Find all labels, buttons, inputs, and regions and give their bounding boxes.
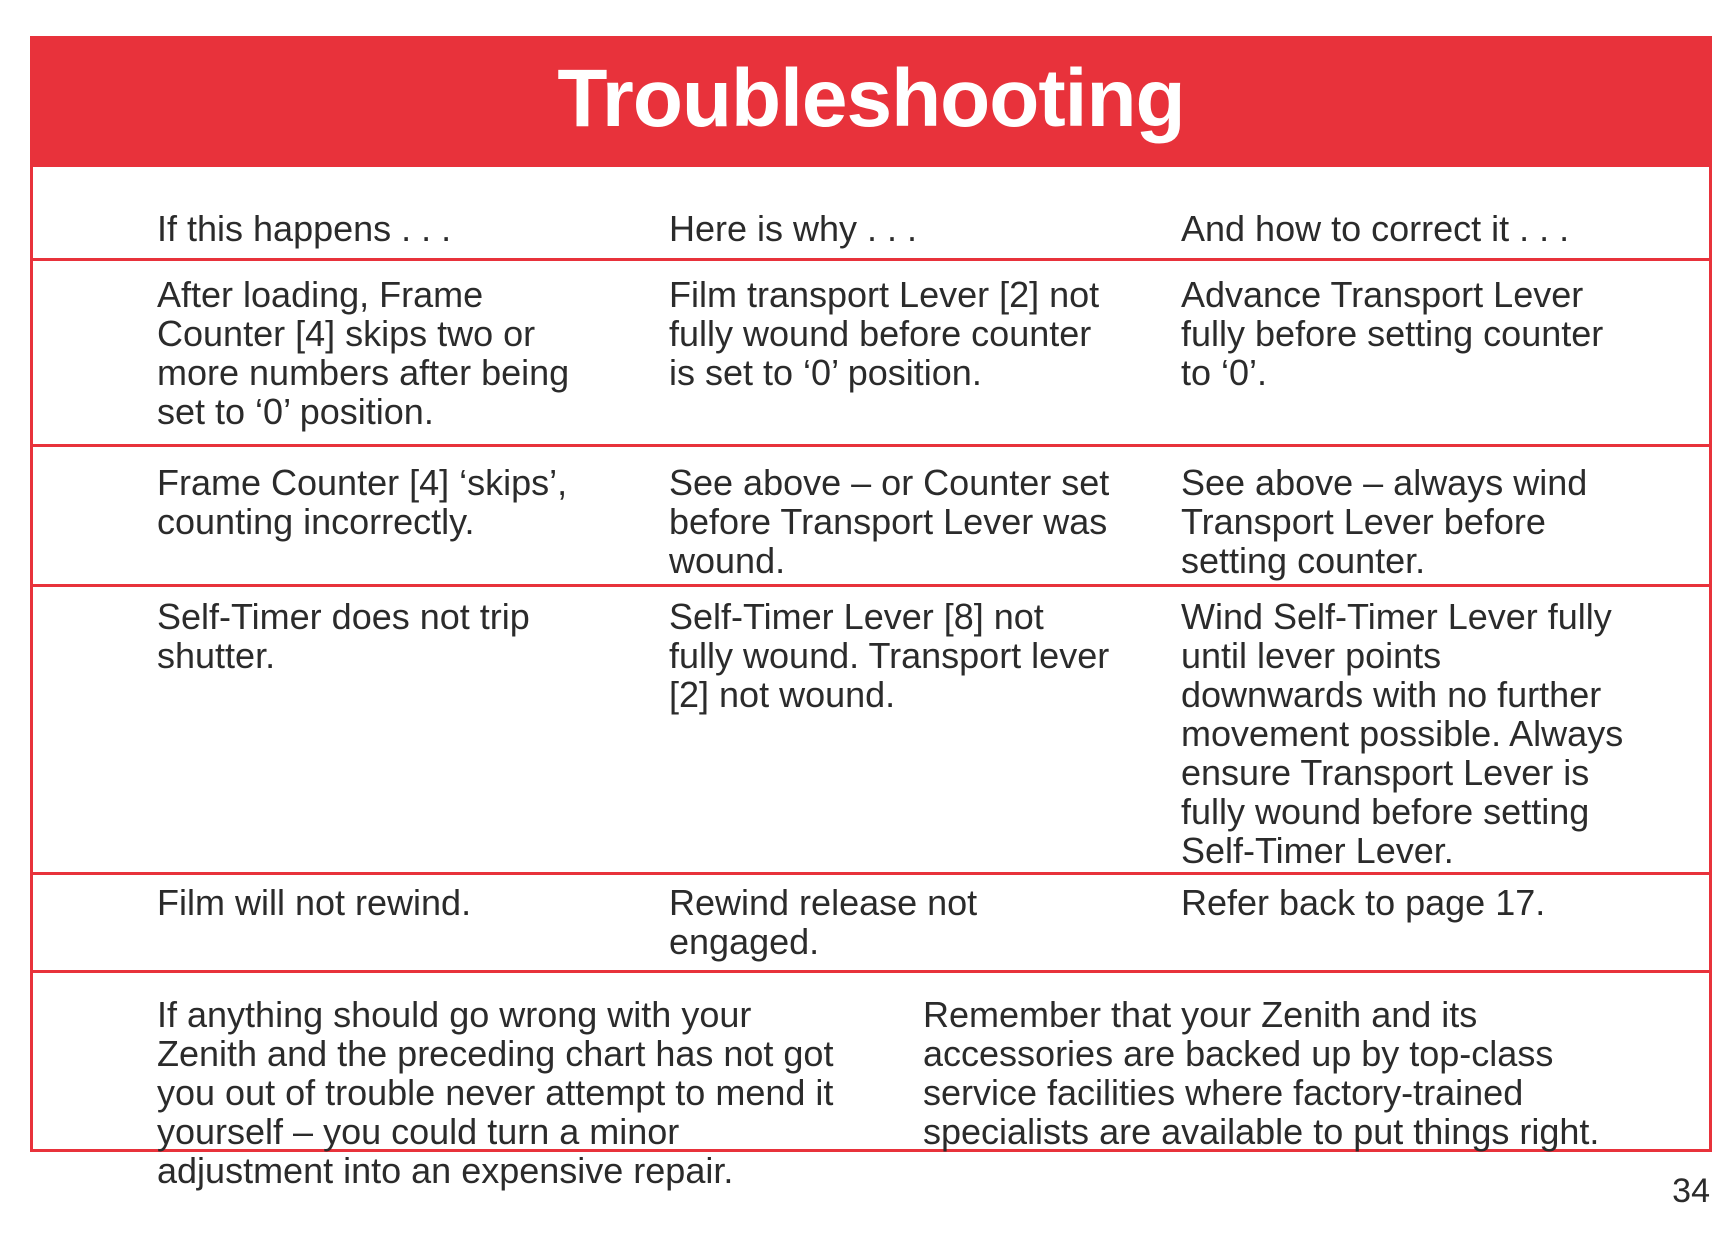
cause-cell: Self-Timer Lever [8] not fully wound. Transport lever [2] not wound. [669,596,1110,715]
fix-cell: Advance Transport Lever fully before setting counter to ‘0’. [1181,274,1604,393]
column-header-problem: If this happens . . . [157,208,452,249]
column-header-fix: And how to correct it . . . [1181,208,1570,249]
title-banner [33,39,1709,167]
table-header-row [33,173,1709,261]
table-row [33,261,1709,447]
cause-cell: See above – or Counter set before Transport Lever was wound. [669,462,1110,581]
table-row [33,587,1709,875]
table-row [33,447,1709,587]
fix-cell: Wind Self-Timer Lever fully until lever points downwards with no further movement possible. Always ensure Transport Lever is fully wound before setting Self-Timer Lever. [1181,596,1624,871]
problem-cell: Film will not rewind. [157,882,472,923]
column-header-cause: Here is why . . . [669,208,918,249]
table-row [33,875,1709,973]
problem-cell: Frame Counter [4] ‘skips’, counting incorrectly. [157,462,568,542]
fix-cell: Refer back to page 17. [1181,882,1546,923]
cause-cell: Rewind release not engaged. [669,882,978,962]
footer-notes [33,973,1709,1191]
footer-service-text: Remember that your Zenith and its accessories are backed up by top-class service facilities where factory-trained specialists are available to put things right. [923,994,1600,1152]
page-number: 34 [1672,1172,1710,1210]
footer-warning-text: If anything should go wrong with your Zenith and the preceding chart has not got you out of trouble never attempt to mend it yourself – you could turn a minor adjustment into an expensive repair. [157,994,834,1191]
problem-cell: After loading, Frame Counter [4] skips two or more numbers after being set to ‘0’ position. [157,274,570,432]
problem-cell: Self-Timer does not trip shutter. [157,596,530,676]
fix-cell: See above – always wind Transport Lever before setting counter. [1181,462,1588,581]
page-title: Troubleshooting [557,53,1185,144]
cause-cell: Film transport Lever [2] not fully wound before counter is set to ‘0’ position. [669,274,1100,393]
